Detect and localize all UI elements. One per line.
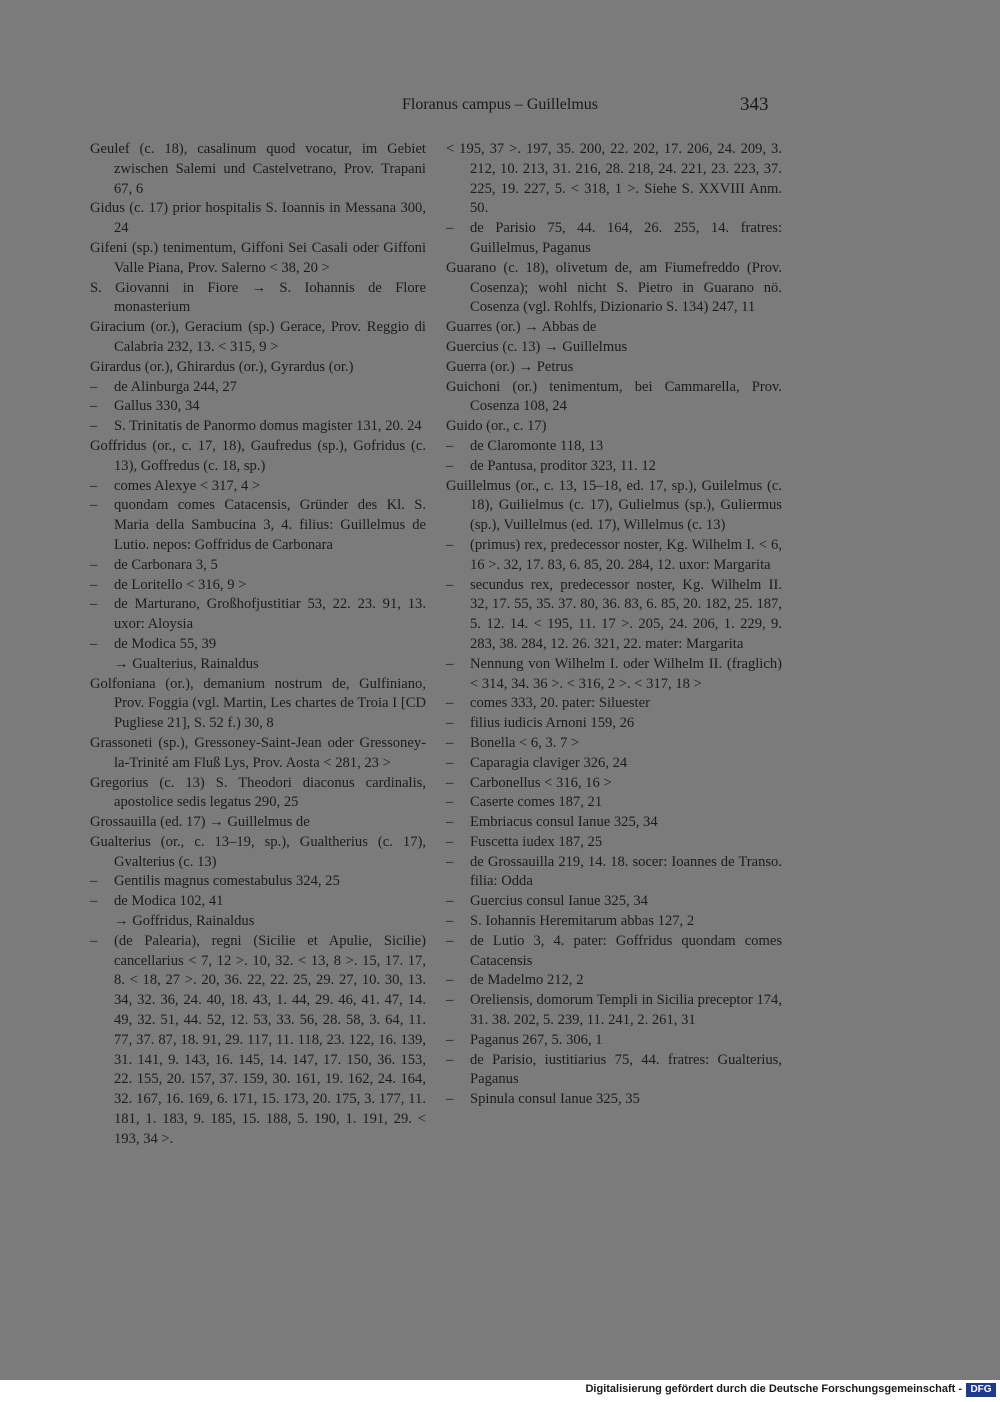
entry-text: Caserte comes 187, 21 [470,794,603,811]
index-subentry [90,417,426,437]
entry-text: Guercius consul Ianue 325, 34 [470,893,648,910]
entry-text: Grossauilla (ed. 17) → Guillelmus de [90,814,310,831]
index-entry [90,675,426,734]
index-subentry [446,793,782,813]
subentry-dash: – [90,378,98,395]
subentry-dash: – [446,893,454,910]
index-subentry [90,378,426,398]
index-subentry [446,971,782,991]
index-subentry [446,140,782,219]
index-subentry [446,655,782,695]
index-subentry [446,774,782,794]
index-subentry [90,932,426,1150]
entry-text: Caparagia claviger 326, 24 [470,754,628,771]
index-subentry [90,595,426,635]
index-column-right [446,140,782,1110]
index-subentry [446,576,782,655]
index-entry [446,318,782,338]
entry-text: Gregorius (c. 13) S. Theodori diaconus cardinalis, apostolice sedis legatus 290, 25 [90,774,426,811]
subentry-dash: – [90,635,98,652]
entry-text: quondam comes Catacensis, Gründer des Kl. S. Maria della Sambucina 3, 4. filius: Guillelmus de Lutio. nepos: Goffridus de Carbonara [114,497,426,553]
index-subentry [90,556,426,576]
subentry-dash: – [446,972,454,989]
index-subentry [446,1090,782,1110]
entry-text: Gallus 330, 34 [114,398,200,415]
subentry-dash: – [446,932,454,949]
index-subentry [90,635,426,655]
index-entry [90,140,426,199]
subentry-dash: – [90,873,98,890]
entry-text: de Modica 55, 39 [114,635,217,652]
entry-text: Gualterius (or., c. 13–19, sp.), Gualtherius (c. 17), Gvalterius (c. 13) [90,833,426,870]
subentry-dash: – [446,913,454,930]
index-subentry [446,932,782,972]
subentry-dash: – [446,576,454,593]
entry-text: (de Palearia), regni (Sicilie et Apulie, Sicilie) cancellarius < 7, 12 >. 10, 32. < 13, 8 >. 15, 17. 17, 8. < 18, 27 >. 20, 36. 22, 22. 25, 29. 27, 10. 30, 13. 34, 32. 36, 24. 40, 18. 43, 1. 44, 29. 46, 41. 47, 14. 49, 32. 51, 44. 52, 12. 53, 33. 56, 28. 58, 3. 64, 11. 77, 37. 87, 18. 91, 29. 117, 11. 118, 23. 122, 16. 139, 31. 141, 9. 143, 16. 145, 14. 147, 17. 150, 36. 153, 22. 155, 20. 157, 37. 159, 30. 161, 19. 162, 24. 164, 32. 167, 16. 169, 6. 171, 15. 173, 20. 175, 3. 177, 11. 181, 1. 183, 9. 185, 15. 188, 5. 190, 1. 191, 29. < 193, 34 >. [114,932,426,1147]
entry-text: S. Trinitatis de Panormo domus magister 131, 20. 24 [114,418,422,435]
entry-text: Gentilis magnus comestabulus 324, 25 [114,873,340,890]
entry-text: de Madelmo 212, 2 [470,972,584,989]
index-entry [446,358,782,378]
subentry-dash: – [90,497,98,514]
index-entry [90,318,426,358]
index-subentry [446,457,782,477]
index-subentry [446,813,782,833]
entry-text: Guarano (c. 18), olivetum de, am Fiumefreddo (Prov. Cosenza); wohl nicht S. Pietro in Guarano nö. Cosenza (vgl. Rohlfs, Dizionario S. 134) 247, 11 [446,259,782,316]
subentry-dash: – [90,477,98,494]
entry-text: Embriacus consul Ianue 325, 34 [470,814,658,831]
entry-text: Guillelmus (or., c. 13, 15–18, ed. 17, sp.), Guilelmus (c. 18), Guilielmus (c. 17), Gulielmus (sp.), Guliermus (sp.), Vuillelmus (ed. 17), Willelmus (c. 13) [446,477,782,534]
entry-text: secundus rex, predecessor noster, Kg. Wilhelm II. 32, 17. 55, 35. 37. 80, 36. 83, 6. 85, 20. 182, 25. 187, 5. 12. 14. < 195, 11. 17 >. 205, 24. 206, 1. 229, 9. 283, 38. 284, 12. 26. 321, 22. mater: Margarita [470,576,782,652]
subentry-dash: – [90,596,98,613]
entry-text: Paganus 267, 5. 306, 1 [470,1031,603,1048]
entry-text: → Gualterius, Rainaldus [114,655,259,672]
entry-text: Golfoniana (or.), demanium nostrum de, Gulfiniano, Prov. Foggia (vgl. Martin, Les chartes de Troia I [CD Pugliese 21], S. 52 f.) 30, 8 [90,675,426,732]
subentry-dash: – [446,794,454,811]
index-entry [446,417,782,437]
index-subentry [446,1031,782,1051]
subentry-dash: – [446,1031,454,1048]
entry-text: Bonella < 6, 3. 7 > [470,734,580,751]
index-subentry [446,694,782,714]
index-subentry [446,833,782,853]
entry-text: filius iudicis Arnoni 159, 26 [470,715,635,732]
index-entry [90,239,426,279]
subentry-dash: – [90,418,98,435]
entry-text: Oreliensis, domorum Templi in Sicilia preceptor 174, 31. 38. 202, 5. 239, 11. 241, 2. 261, 31 [470,992,782,1029]
page-number: 343 [740,94,769,115]
subentry-dash: – [446,754,454,771]
entry-text: Goffridus (or., c. 17, 18), Gaufredus (sp.), Gofridus (c. 13), Goffredus (c. 18, sp.) [90,437,426,474]
subentry-dash: – [90,932,98,949]
subentry-dash: – [446,774,454,791]
index-subentry [446,892,782,912]
subentry-dash: – [446,734,454,751]
subentry-dash: – [446,814,454,831]
index-subentry [90,872,426,892]
index-subentry [90,477,426,497]
entry-text: < 195, 37 >. 197, 35. 200, 22. 202, 17. 206, 24. 209, 3. 212, 10. 213, 31. 216, 28. 218, 24. 221, 23. 223, 37. 225, 19. 227, 5. < 318, 1 >. Siehe S. XXVIII Anm. 50. [446,141,782,217]
index-subentry [446,437,782,457]
index-subentry [446,219,782,259]
subentry-dash: – [446,220,454,237]
entry-text: Giracium (or.), Geracium (sp.) Gerace, Prov. Reggio di Calabria 232, 13. < 315, 9 > [90,319,426,355]
index-subentry [90,496,426,555]
entry-text: de Alinburga 244, 27 [114,378,237,395]
index-subentry [446,754,782,774]
subentry-dash: – [90,556,98,573]
entry-text: de Lutio 3, 4. pater: Goffridus quondam comes Catacensis [470,932,782,969]
footer-credit: Digitalisierung gefördert durch die Deutsche Forschungsgemeinschaft - [585,1383,962,1395]
index-subentry [446,714,782,734]
entry-text: de Pantusa, proditor 323, 11. 12 [470,457,656,474]
entry-text: de Modica 102, 41 [114,893,224,910]
subentry-dash: – [446,655,454,672]
cross-reference [90,912,426,932]
index-entry [446,338,782,358]
running-head: Floranus campus – Guillelmus [402,96,598,113]
index-entry [446,477,782,536]
subentry-dash: – [446,853,454,870]
entry-text: Spinula consul Ianue 325, 35 [470,1091,640,1108]
entry-text: Fuscetta iudex 187, 25 [470,833,603,850]
index-entry [90,813,426,833]
entry-text: de Parisio, iustitiarius 75, 44. fratres: Gualterius, Paganus [470,1051,782,1088]
index-subentry [90,892,426,912]
entry-text: → Goffridus, Rainaldus [114,913,255,930]
cross-reference [90,655,426,675]
entry-text: (primus) rex, predecessor noster, Kg. Wilhelm I. < 6, 16 >. 32, 17. 83, 6. 85, 20. 284, 12. uxor: Margarita [470,536,782,573]
entry-text: Guerra (or.) → Petrus [446,358,574,375]
index-entry [90,437,426,477]
index-subentry [446,853,782,893]
index-subentry [446,1051,782,1091]
subentry-dash: – [446,457,454,474]
entry-text: S. Iohannis Heremitarum abbas 127, 2 [470,913,695,930]
index-subentry [446,912,782,932]
footer-bar [0,1380,1000,1402]
index-subentry [90,397,426,417]
subentry-dash: – [446,992,454,1009]
subentry-dash: – [90,576,98,593]
index-subentry [446,536,782,576]
subentry-dash: – [446,536,454,553]
subentry-dash: – [90,893,98,910]
index-subentry [90,576,426,596]
entry-text: de Carbonara 3, 5 [114,556,218,573]
entry-text: de Claromonte 118, 13 [470,437,604,454]
subentry-dash: – [446,437,454,454]
index-column-left [90,140,426,1150]
entry-text: Carbonellus < 316, 16 > [470,774,612,791]
entry-text: Guichoni (or.) tenimentum, bei Cammarella, Prov. Cosenza 108, 24 [446,378,782,415]
entry-text: Grassoneti (sp.), Gressoney-Saint-Jean oder Gressoney-la-Trinité am Fluß Lys, Prov. Aosta < 281, 23 > [90,734,426,771]
index-entry [90,199,426,239]
index-subentry [446,734,782,754]
entry-text: de Parisio 75, 44. 164, 26. 255, 14. fratres: Guillelmus, Paganus [470,220,782,256]
entry-text: S. Giovanni in Fiore → S. Iohannis de Flore monasterium [90,279,426,316]
entry-text: Nennung von Wilhelm I. oder Wilhelm II. (fraglich) < 314, 34. 36 >. < 316, 2 >. < 317, 18 > [470,655,782,692]
index-entry [90,734,426,774]
entry-text: Geulef (c. 18), casalinum quod vocatur, im Gebiet zwischen Salemi und Castelvetrano, Prov. Trapani 67, 6 [90,141,426,197]
entry-text: Guido (or., c. 17) [446,418,547,435]
entry-text: de Marturano, Großhofjustitiar 53, 22. 23. 91, 13. uxor: Aloysia [114,596,426,633]
index-subentry [446,991,782,1031]
entry-text: Girardus (or.), Ghirardus (or.), Gyrardus (or.) [90,358,354,375]
index-entry [446,259,782,318]
entry-text: Gidus (c. 17) prior hospitalis S. Ioannis in Messana 300, 24 [90,200,426,237]
index-entry [90,279,426,319]
subentry-dash: – [446,1091,454,1108]
subentry-dash: – [446,833,454,850]
entry-text: de Grossauilla 219, 14. 18. socer: Ioannes de Transo. filia: Odda [470,853,782,890]
subentry-dash: – [90,398,98,415]
entry-text: comes 333, 20. pater: Siluester [470,695,650,712]
index-entry [90,774,426,814]
entry-text: comes Alexye < 317, 4 > [114,477,261,494]
entry-text: Gifeni (sp.) tenimentum, Giffoni Sei Casali oder Giffoni Valle Piana, Prov. Salerno < 38, 20 > [90,239,426,276]
subentry-dash: – [446,695,454,712]
entry-text: Guercius (c. 13) → Guillelmus [446,338,628,355]
subentry-dash: – [446,715,454,732]
index-entry [446,378,782,418]
index-entry [90,833,426,873]
entry-text: Guarres (or.) → Abbas de [446,319,597,336]
dfg-logo: DFG [966,1383,996,1397]
index-entry [90,358,426,378]
entry-text: de Loritello < 316, 9 > [114,576,247,593]
subentry-dash: – [446,1051,454,1068]
